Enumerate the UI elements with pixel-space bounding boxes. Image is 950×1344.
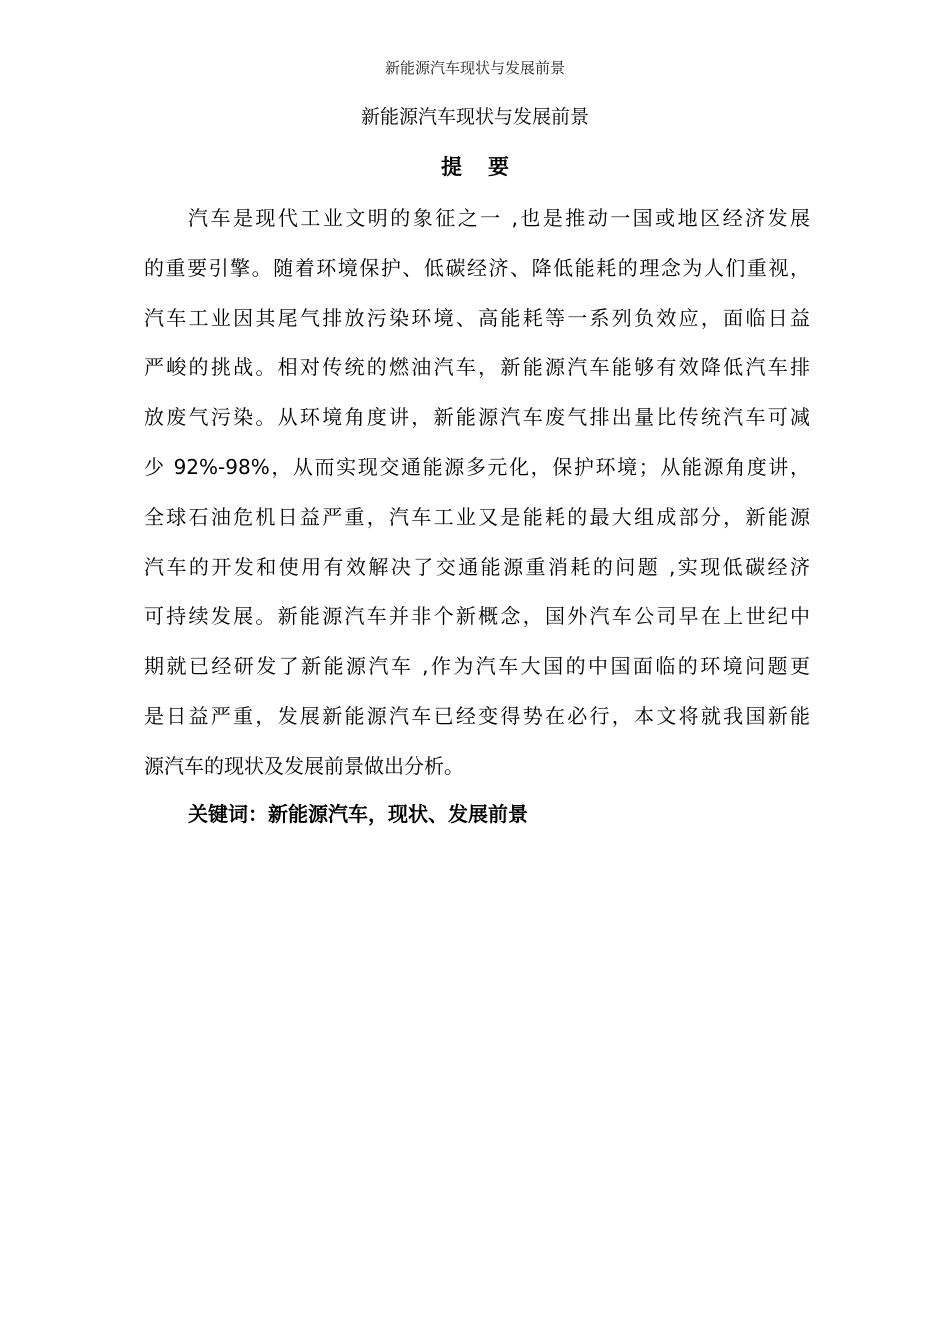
abstract-line: 期就已经研发了新能源汽车 ,作为汽车大国的中国面临的环境问题更 bbox=[144, 654, 810, 679]
document-title: 新能源汽车现状与发展前景 bbox=[360, 106, 589, 128]
abstract-line: 可持续发展。新能源汽车并非个新概念，国外汽车公司早在上世纪中 bbox=[144, 604, 810, 629]
abstract-line: 少 92%-98%，从而实现交通能源多元化，保护环境；从能源角度讲， bbox=[144, 454, 810, 479]
running-header: 新能源汽车现状与发展前景 bbox=[384, 59, 565, 77]
keywords-line: 关键词：新能源汽车，现状、发展前景 bbox=[188, 802, 528, 826]
abstract-line: 的重要引擎。随着环境保护、低碳经济、降低能耗的理念为人们重视， bbox=[144, 255, 810, 280]
abstract-line: 放废气污染。从环境角度讲，新能源汽车废气排出量比传统汽车可减 bbox=[144, 405, 810, 430]
abstract-line: 严峻的挑战。相对传统的燃油汽车，新能源汽车能够有效降低汽车排 bbox=[144, 355, 810, 380]
abstract-line: 源汽车的现状及发展前景做出分析。 bbox=[144, 753, 464, 778]
abstract-line: 是日益严重，发展新能源汽车已经变得势在必行，本文将就我国新能 bbox=[144, 703, 810, 728]
abstract-paragraph bbox=[144, 194, 810, 792]
abstract-line: 汽车是现代工业文明的象征之一 ,也是推动一国或地区经济发展 bbox=[188, 206, 810, 230]
abstract-heading: 提要 bbox=[441, 155, 535, 179]
abstract-line: 汽车工业因其尾气排放污染环境、高能耗等一系列负效应，面临日益 bbox=[144, 305, 810, 330]
abstract-line: 全球石油危机日益严重，汽车工业又是能耗的最大组成部分，新能源 bbox=[144, 504, 810, 529]
abstract-line: 汽车的开发和使用有效解决了交通能源重消耗的问题 ,实现低碳经济 bbox=[144, 554, 810, 579]
